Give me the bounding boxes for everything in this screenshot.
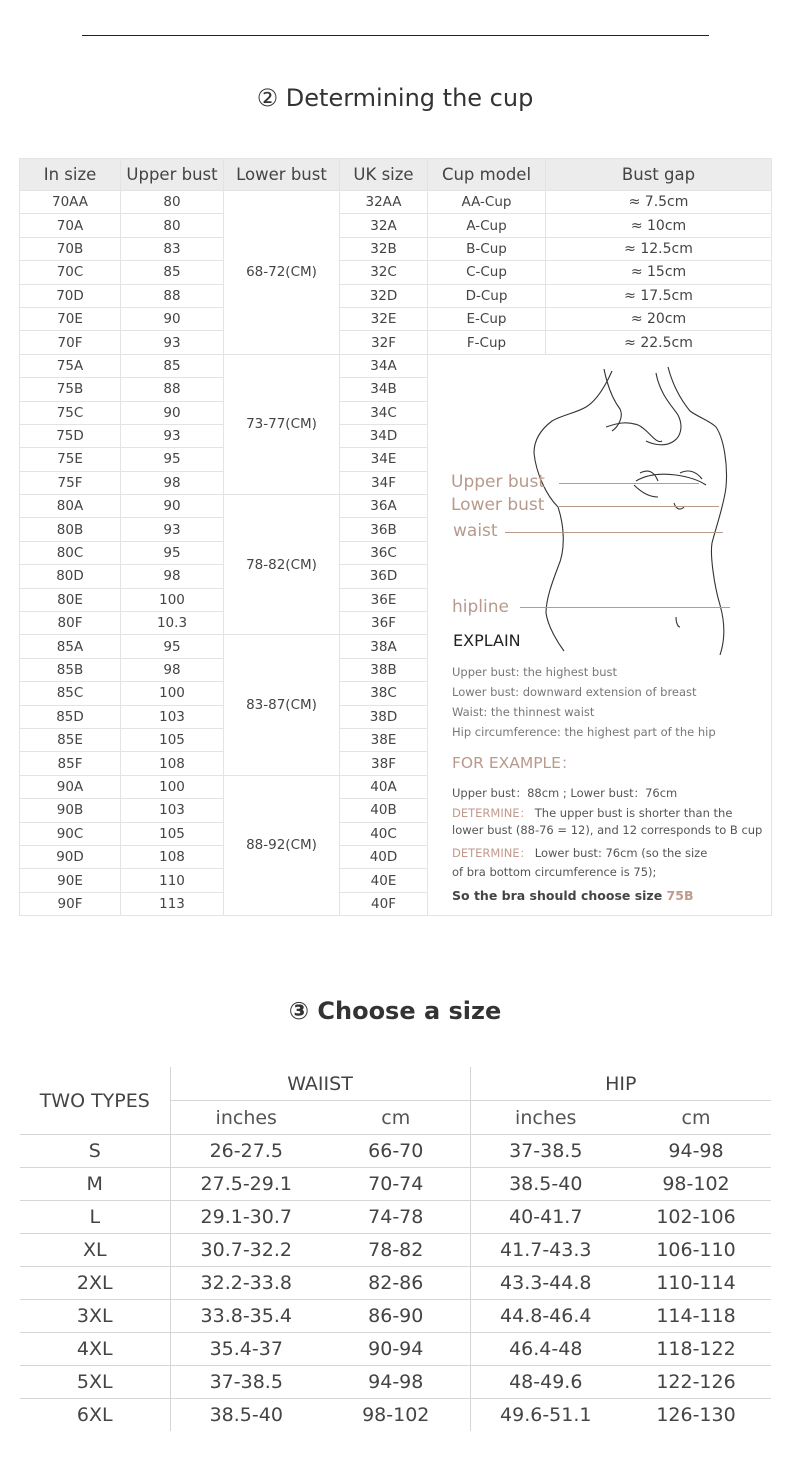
hip-cm-cell: 106-110 — [621, 1234, 771, 1267]
size-cell: 4XL — [20, 1333, 170, 1366]
in-size-cell: 75E — [20, 448, 121, 471]
bust-gap-cell: ≈ 10cm — [546, 214, 772, 237]
hip-inches-cell: 43.3-44.8 — [470, 1267, 621, 1300]
upper-bust-cell: 90 — [121, 401, 224, 424]
example-conclusion: So the bra should choose size 75B — [452, 887, 694, 903]
cup-model-cell: C-Cup — [428, 261, 546, 284]
cup-section-title: ② Determining the cup — [256, 84, 534, 112]
bust-gap-cell: ≈ 20cm — [546, 307, 772, 330]
lower-bust-line — [559, 506, 719, 507]
lower-bust-cell: 73-77(CM) — [224, 354, 340, 494]
in-size-cell: 70D — [20, 284, 121, 307]
uk-size-cell: 38E — [340, 728, 428, 751]
size-row — [20, 1366, 771, 1399]
in-size-cell: 75A — [20, 354, 121, 377]
in-size-cell: 90D — [20, 845, 121, 868]
size-row — [20, 1300, 771, 1333]
upper-bust-cell: 93 — [121, 331, 224, 354]
upper-bust-cell: 93 — [121, 518, 224, 541]
upper-bust-cell: 88 — [121, 378, 224, 401]
hip-cm-cell: 102-106 — [621, 1201, 771, 1234]
hip-inches-header: inches — [470, 1101, 621, 1135]
uk-size-cell: 36C — [340, 541, 428, 564]
lower-bust-cell: 88-92(CM) — [224, 775, 340, 915]
upper-bust-cell: 80 — [121, 191, 224, 214]
upper-bust-label: Upper bust — [451, 471, 545, 492]
lower-bust-cell: 68-72(CM) — [224, 191, 340, 355]
waist-inches-cell: 30.7-32.2 — [170, 1234, 322, 1267]
two-types-header: TWO TYPES — [39, 1089, 150, 1112]
uk-size-cell: 40E — [340, 869, 428, 892]
uk-size-cell: 38A — [340, 635, 428, 658]
uk-size-cell: 32B — [340, 237, 428, 260]
waist-cm-cell: 86-90 — [322, 1300, 470, 1333]
cup-size-table — [19, 158, 772, 916]
waist-label: waist — [453, 520, 498, 541]
in-size-cell: 90C — [20, 822, 121, 845]
lower-bust-cell: 78-82(CM) — [224, 495, 340, 635]
lower-bust-label: Lower bust — [451, 494, 545, 515]
cup-table-row — [20, 191, 772, 214]
bust-gap-cell: ≈ 15cm — [546, 261, 772, 284]
uk-size-cell: 34F — [340, 471, 428, 494]
hip-cm-cell: 122-126 — [621, 1366, 771, 1399]
hip-inches-cell: 40-41.7 — [470, 1201, 621, 1234]
size-cell: 2XL — [20, 1267, 170, 1300]
waist-cm-cell: 94-98 — [322, 1366, 470, 1399]
explain-line: Hip circumference: the highest part of the hip — [452, 724, 716, 739]
cup-table-row — [20, 214, 772, 237]
waist-cm-cell: 78-82 — [322, 1234, 470, 1267]
size-cell: 5XL — [20, 1366, 170, 1399]
in-size-cell: 75F — [20, 471, 121, 494]
upper-bust-cell: 98 — [121, 658, 224, 681]
upper-bust-cell: 85 — [121, 261, 224, 284]
upper-bust-cell: 80 — [121, 214, 224, 237]
waist-inches-cell: 27.5-29.1 — [170, 1168, 322, 1201]
in-size-cell: 70C — [20, 261, 121, 284]
waist-cm-cell: 74-78 — [322, 1201, 470, 1234]
uk-size-cell: 32A — [340, 214, 428, 237]
upper-bust-cell: 108 — [121, 845, 224, 868]
in-size-cell: 85C — [20, 682, 121, 705]
uk-size-cell: 40C — [340, 822, 428, 845]
uk-size-cell: 34C — [340, 401, 428, 424]
upper-bust-cell: 103 — [121, 705, 224, 728]
cup-table-row — [20, 237, 772, 260]
upper-bust-cell: 98 — [121, 565, 224, 588]
size-cell: XL — [20, 1234, 170, 1267]
size-cell: S — [20, 1135, 170, 1168]
hipline-line — [520, 607, 730, 608]
hip-cm-cell: 126-130 — [621, 1399, 771, 1432]
hip-group-header: HIP — [470, 1067, 771, 1101]
upper-bust-cell: 110 — [121, 869, 224, 892]
cup-model-cell: D-Cup — [428, 284, 546, 307]
size-row — [20, 1201, 771, 1234]
hip-cm-cell: 94-98 — [621, 1135, 771, 1168]
upper-bust-cell: 10.3 — [121, 612, 224, 635]
bust-gap-cell: ≈ 17.5cm — [546, 284, 772, 307]
in-size-cell: 80B — [20, 518, 121, 541]
bust-gap-cell: ≈ 12.5cm — [546, 237, 772, 260]
waist-inches-cell: 38.5-40 — [170, 1399, 322, 1432]
uk-size-cell: 38F — [340, 752, 428, 775]
waist-inches-cell: 33.8-35.4 — [170, 1300, 322, 1333]
uk-size-cell: 36F — [340, 612, 428, 635]
in-size-cell: 70A — [20, 214, 121, 237]
uk-size-cell: 40B — [340, 799, 428, 822]
waist-cm-cell: 90-94 — [322, 1333, 470, 1366]
in-size-cell: 80F — [20, 612, 121, 635]
hip-inches-cell: 49.6-51.1 — [470, 1399, 621, 1432]
waist-cm-header: cm — [322, 1101, 470, 1135]
waist-line — [505, 532, 723, 533]
explain-title: EXPLAIN — [453, 630, 521, 650]
uk-size-cell: 34A — [340, 354, 428, 377]
size-cell: 6XL — [20, 1399, 170, 1432]
in-size-cell: 70F — [20, 331, 121, 354]
cup-table-row — [20, 331, 772, 354]
cup-table-row — [20, 261, 772, 284]
upper-bust-cell: 108 — [121, 752, 224, 775]
in-size-cell: 70AA — [20, 191, 121, 214]
size-row — [20, 1168, 771, 1201]
in-size-cell: 85D — [20, 705, 121, 728]
size-table-group-header — [20, 1067, 771, 1101]
hip-cm-cell: 114-118 — [621, 1300, 771, 1333]
upper-bust-cell: 113 — [121, 892, 224, 915]
upper-bust-cell: 100 — [121, 682, 224, 705]
in-size-cell: 90A — [20, 775, 121, 798]
header-in-size: In size — [20, 159, 121, 191]
uk-size-cell: 36A — [340, 495, 428, 518]
waist-group-header: WAIIST — [170, 1067, 470, 1101]
in-size-cell: 85F — [20, 752, 121, 775]
hip-inches-cell: 38.5-40 — [470, 1168, 621, 1201]
example-determine-2: DETERMINE： Lower bust: 76cm (so the size — [452, 845, 708, 860]
uk-size-cell: 36B — [340, 518, 428, 541]
upper-bust-cell: 98 — [121, 471, 224, 494]
hip-inches-cell: 44.8-46.4 — [470, 1300, 621, 1333]
uk-size-cell: 32AA — [340, 191, 428, 214]
size-cell: M — [20, 1168, 170, 1201]
uk-size-cell: 32C — [340, 261, 428, 284]
example-measurements: Upper bust：88cm ; Lower bust：76cm — [452, 785, 678, 800]
waist-cm-cell: 66-70 — [322, 1135, 470, 1168]
cup-model-cell: A-Cup — [428, 214, 546, 237]
in-size-cell: 75B — [20, 378, 121, 401]
size-row — [20, 1267, 771, 1300]
cup-table-row — [20, 307, 772, 330]
size-row — [20, 1333, 771, 1366]
waist-inches-cell: 35.4-37 — [170, 1333, 322, 1366]
waist-cm-cell: 82-86 — [322, 1267, 470, 1300]
waist-cm-cell: 70-74 — [322, 1168, 470, 1201]
for-example-title: FOR EXAMPLE： — [452, 753, 577, 772]
uk-size-cell: 38C — [340, 682, 428, 705]
upper-bust-cell: 105 — [121, 728, 224, 751]
uk-size-cell: 34D — [340, 424, 428, 447]
uk-size-cell: 32E — [340, 307, 428, 330]
upper-bust-cell: 103 — [121, 799, 224, 822]
header-upper-bust: Upper bust — [121, 159, 224, 191]
uk-size-cell: 36E — [340, 588, 428, 611]
upper-bust-cell: 93 — [121, 424, 224, 447]
hipline-label: hipline — [452, 596, 509, 617]
uk-size-cell: 40D — [340, 845, 428, 868]
waist-inches-header: inches — [170, 1101, 322, 1135]
illustration-cell — [428, 354, 772, 915]
in-size-cell: 90F — [20, 892, 121, 915]
size-row — [20, 1135, 771, 1168]
header-uk-size: UK size — [340, 159, 428, 191]
size-row — [20, 1234, 771, 1267]
example-determine-1: DETERMINE： The upper bust is shorter than the — [452, 805, 733, 820]
hip-cm-header: cm — [621, 1101, 771, 1135]
upper-bust-cell: 95 — [121, 635, 224, 658]
header-cup-model: Cup model — [428, 159, 546, 191]
upper-bust-cell: 90 — [121, 307, 224, 330]
cup-table-row — [20, 354, 772, 377]
size-chart-table — [20, 1067, 771, 1431]
in-size-cell: 70B — [20, 237, 121, 260]
lower-bust-cell: 83-87(CM) — [224, 635, 340, 775]
cup-model-cell: AA-Cup — [428, 191, 546, 214]
body-figure-panel — [428, 355, 771, 915]
explain-line: Lower bust: downward extension of breast — [452, 684, 697, 699]
cup-table-row — [20, 284, 772, 307]
in-size-cell: 80E — [20, 588, 121, 611]
cup-model-cell: B-Cup — [428, 237, 546, 260]
hip-cm-cell: 118-122 — [621, 1333, 771, 1366]
in-size-cell: 70E — [20, 307, 121, 330]
hip-inches-cell: 37-38.5 — [470, 1135, 621, 1168]
waist-inches-cell: 37-38.5 — [170, 1366, 322, 1399]
explain-line: Waist: the thinnest waist — [452, 704, 595, 719]
uk-size-cell: 34E — [340, 448, 428, 471]
hip-inches-cell: 48-49.6 — [470, 1366, 621, 1399]
hip-cm-cell: 110-114 — [621, 1267, 771, 1300]
in-size-cell: 75C — [20, 401, 121, 424]
hip-cm-cell: 98-102 — [621, 1168, 771, 1201]
uk-size-cell: 34B — [340, 378, 428, 401]
upper-bust-cell: 90 — [121, 495, 224, 518]
cup-model-cell: E-Cup — [428, 307, 546, 330]
upper-bust-cell: 85 — [121, 354, 224, 377]
in-size-cell: 85A — [20, 635, 121, 658]
bust-gap-cell: ≈ 7.5cm — [546, 191, 772, 214]
hip-inches-cell: 46.4-48 — [470, 1333, 621, 1366]
cup-model-cell: F-Cup — [428, 331, 546, 354]
uk-size-cell: 38B — [340, 658, 428, 681]
upper-bust-cell: 100 — [121, 588, 224, 611]
hip-inches-cell: 41.7-43.3 — [470, 1234, 621, 1267]
upper-bust-cell: 95 — [121, 541, 224, 564]
size-section-title: ③ Choose a size — [288, 997, 502, 1025]
header-lower-bust: Lower bust — [224, 159, 340, 191]
waist-inches-cell: 32.2-33.8 — [170, 1267, 322, 1300]
uk-size-cell: 36D — [340, 565, 428, 588]
upper-bust-cell: 83 — [121, 237, 224, 260]
uk-size-cell: 40A — [340, 775, 428, 798]
in-size-cell: 80A — [20, 495, 121, 518]
waist-inches-cell: 29.1-30.7 — [170, 1201, 322, 1234]
upper-bust-cell: 100 — [121, 775, 224, 798]
upper-bust-cell: 88 — [121, 284, 224, 307]
upper-bust-line — [559, 483, 699, 484]
header-bust-gap: Bust gap — [546, 159, 772, 191]
size-row — [20, 1399, 771, 1432]
in-size-cell: 80D — [20, 565, 121, 588]
in-size-cell: 75D — [20, 424, 121, 447]
size-cell: L — [20, 1201, 170, 1234]
in-size-cell: 85E — [20, 728, 121, 751]
uk-size-cell: 40F — [340, 892, 428, 915]
uk-size-cell: 32F — [340, 331, 428, 354]
top-divider — [82, 35, 709, 36]
waist-cm-cell: 98-102 — [322, 1399, 470, 1432]
explain-line: Upper bust: the highest bust — [452, 664, 618, 679]
in-size-cell: 80C — [20, 541, 121, 564]
upper-bust-cell: 95 — [121, 448, 224, 471]
waist-inches-cell: 26-27.5 — [170, 1135, 322, 1168]
cup-table-header — [20, 159, 772, 191]
example-determine-1b: lower bust (88-76 = 12), and 12 corresponds to B cup — [452, 822, 763, 837]
in-size-cell: 90E — [20, 869, 121, 892]
in-size-cell: 90B — [20, 799, 121, 822]
size-cell: 3XL — [20, 1300, 170, 1333]
uk-size-cell: 32D — [340, 284, 428, 307]
bust-gap-cell: ≈ 22.5cm — [546, 331, 772, 354]
in-size-cell: 85B — [20, 658, 121, 681]
uk-size-cell: 38D — [340, 705, 428, 728]
example-determine-2b: of bra bottom circumference is 75); — [452, 864, 657, 879]
upper-bust-cell: 105 — [121, 822, 224, 845]
